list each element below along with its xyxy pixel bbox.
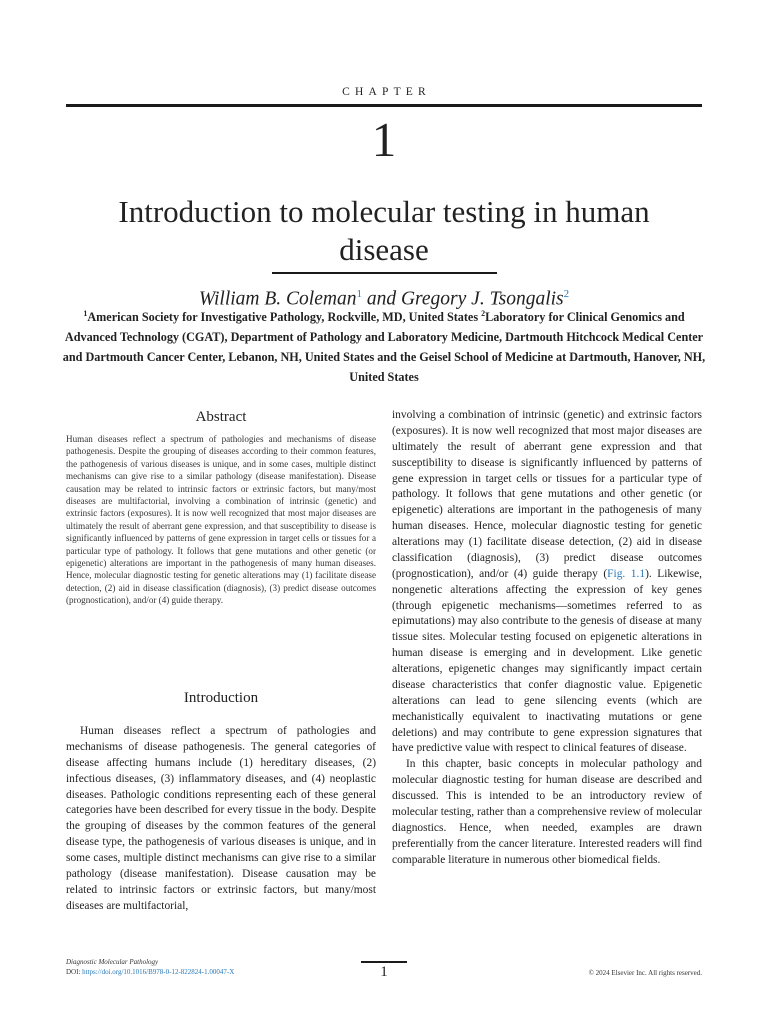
copyright-notice: © 2024 Elsevier Inc. All rights reserved.: [588, 969, 702, 977]
chapter-label: CHAPTER: [342, 86, 431, 98]
doi-label: DOI:: [66, 968, 83, 976]
abstract-heading: Abstract: [195, 409, 247, 425]
affiliation-1-ref: 1: [83, 309, 88, 318]
journal-name: Diagnostic Molecular Pathology: [66, 958, 159, 966]
author-1-ref-link[interactable]: 1: [356, 288, 362, 300]
introduction-heading: Introduction: [183, 690, 259, 706]
introduction-paragraph-2: In this chapter, basic concepts in molecular pathology and molecular diagnostic testing for human disease are described and discussed. This is intended to be an introductory review of molecular testing, rather than a comprehensive review of molecular diagnostics. Hence, when needed, examples are drawn preferentially from the cancer literature. Interested readers will find comparable literature in numerous other biomedical fields.: [392, 758, 702, 866]
header-rule: [66, 104, 702, 107]
introduction-column-left: [66, 724, 376, 915]
author-conjunction: and: [361, 288, 401, 310]
affiliation-1: American Society for Investigative Pathology, Rockville, MD, United States: [87, 310, 479, 325]
title-rule: [272, 272, 497, 274]
abstract-text: Human diseases reflect a spectrum of pathologies and mechanisms of disease pathogenesis. Despite the grouping of diseases according to their common features, the pathogenesis of various diseases is unique, and in some cases, multiple distinct mechanisms can give rise to a similar pathology (disease manifestation). Disease causation may be related to intrinsic factors or extrinsic factors, but many/most diseases are multifactorial, involving a combination of intrinsic (genetic) and extrinsic factors (exposures). It is now well recognized that most major diseases are ultimately the result of aberrant gene expression, and that susceptibility to disease is significantly influenced by patterns of gene expression in target cells or tissues for a particular type of pathology. It follows that gene mutations and other genetic (or epigenetic) alterations are important in the pathogenesis of many human diseases. Hence, molecular diagnostic testing for genetic alterations may (1) facilitate disease detection, (2) aid in disease classification (diagnosis), (3) predict disease outcomes (prognostication), and/or (4) guide therapy.: [66, 434, 376, 606]
page-number-rule: [361, 961, 407, 963]
author-2-ref-link[interactable]: 2: [563, 288, 570, 300]
introduction-paragraph-1-continued: [392, 408, 702, 757]
introduction-paragraph-1: Human diseases reflect a spectrum of pathologies and mechanisms of disease pathogenesis. The general categories of disease affecting humans include (1) hereditary diseases, (2) infectious diseases, (3) inflammatory diseases, and (4) neoplastic diseases. Pathologic conditions representing each of these general categories have been described for every tissue in the body. Despite the grouping of diseases by the common features of the general disease type, the pathogenesis of various diseases is unique, and in some cases, multiple distinct mechanisms can give rise to a similar pathology (disease manifestation). Disease causation may be related to intrinsic factors or extrinsic factors, but many/most diseases are multifactorial,: [66, 725, 376, 912]
affiliations: [62, 304, 706, 387]
affiliation-2-ref: 2: [481, 309, 486, 318]
introduction-column-right: [392, 408, 702, 868]
author-1: William B. Coleman: [198, 288, 357, 310]
doi-link[interactable]: https://doi.org/10.1016/B978-0-12-822824-1.00047-X: [82, 968, 235, 976]
chapter-number: 1: [371, 112, 397, 167]
chapter-title: Introduction to molecular testing in human disease: [118, 194, 650, 267]
affiliation-2: Laboratory for Clinical Genomics and Advanced Technology (CGAT), Department of Pathology and Laboratory Medicine, Dartmouth Hitchcock Medical Center and Dartmouth Cancer Center, Lebanon, NH, United States and the Geisel School of Medicine at Dartmouth, Hanover, NH, United States: [62, 310, 706, 385]
page-number: 1: [380, 964, 388, 980]
figure-link[interactable]: Fig. 1.1: [607, 567, 646, 580]
paragraph-text-before-link: involving a combination of intrinsic (genetic) and extrinsic factors (exposures). It is now well recognized that most major diseases are ultimately the result of aberrant gene expression and that susceptibility to disease is significantly influenced by patterns of gene expression in target cells or tissues for a particular type of pathology. It follows that gene mutations and other genetic (or epigenetic) alterations are important in the pathogenesis of many human diseases. Hence, molecular diagnostic testing for genetic alterations may (1) facilitate disease detection, (2) aid in disease classification (diagnosis), (3) predict disease outcomes (prognostication), and/or (4) guide therapy (: [392, 409, 702, 580]
author-2: Gregory J. Tsongalis: [400, 288, 564, 310]
paragraph-text-after-link: ). Likewise, nongenetic alterations affecting the expression of key genes (through epigenetic mechanisms—sometimes referred to as epimutations) may also contribute to the genesis of disease at many tissue sites. Molecular testing focused on epigenetic alterations in human disease is emerging and in development. Like genetic alterations, epigenetic changes may significantly impact certain disease characteristics that confer diagnostic value. Epigenetic alterations can lead to gene silencing events (which are mechanistically equivalent to inactivating mutations or gene deletions) and may contribute to gene expression signatures that have predictive value with respect to clinical features of disease.: [392, 567, 703, 755]
